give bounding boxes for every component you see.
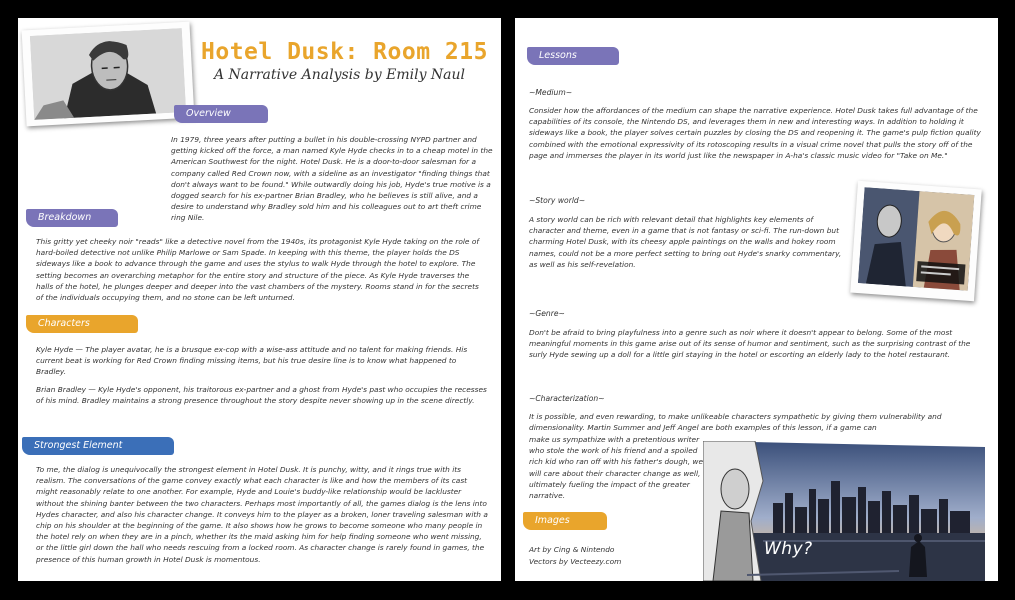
characterization-heading: ~Characterization~ xyxy=(529,394,605,403)
images-banner xyxy=(523,512,607,530)
right-page xyxy=(515,18,998,581)
overview-banner xyxy=(174,105,268,123)
images-credit-art: Art by Cing & Nintendo xyxy=(529,545,615,554)
characters-para-1: Kyle Hyde — The player avatar, he is a brusque ex-cop with a wise-ass attitude and no talent for making friends. His current beat is working for Red Crown finding missing items, but his true desire line is to know what happened to Bradley. xyxy=(36,345,468,377)
lessons-banner xyxy=(527,47,619,65)
medium-heading: ~Medium~ xyxy=(529,88,573,97)
breakdown-banner xyxy=(26,209,118,227)
overview-text: In 1979, three years after putting a bullet in his double-crossing NYPD partner and getting kicked off the force, a man named Kyle Hyde checks in to a cheap motel in the American Southwest for the night. Hotel Dusk. He is a door-to-door salesman for a company called Red Crown now, with a sideline as an investigator "finding things that don't always want to be found." While outwardly doing his job, Hyde's true motive is a dogged search for his ex-partner Brian Bradley, who he believes is still alive, and a desire to understand why Bradley sold him and his colleagues out to art theft crime ring Nile. xyxy=(171,135,493,223)
medium-text: Consider how the affordances of the medium can shape the narrative experience. Hotel Dusk takes full advantage of the capabilities of its console, the Nintendo DS, and leverages them in new and interesting ways. In addition to holding it sideways like a book, the player solves certain puzzles by closing the DS and reopening it. The game's pulp fiction quality combined with the emotional expressivity of its rotoscoping results in a visual crime novel that pulls the story off of the page and immerses the player in its world just like the newspaper in A-ha's classic music video for "Take on Me." xyxy=(529,106,981,160)
characters-banner xyxy=(26,315,138,333)
characters-heading: Characters xyxy=(38,318,90,329)
strongest-element-text: To me, the dialog is unequivocally the strongest element in Hotel Dusk. It is punchy, witty, and it rings true with its realism. The conversations of the game convey exactly what each character is like and how the members of its cast might reasonably relate to one another. For example, Hyde and Louie's buddy-like relationship would be lackluster without the shining banter between the two characters. Perhaps most importantly of all, the games dialog is the lens into Hydes character, and also his character change. It conveys him to the player as a broken, loner traveling salesman with a chip on his shoulder at the beginning of the game. It also shows how he grows to become someone who many people in the hotel rely on when they are in a pinch, whether its the maid asking him for help finding someone who went missing, or the little girl down the hall who needs rescuing from a locked room. As character change is rarely found in games, the presence of this human growth in Hotel Dusk is momentous. xyxy=(36,465,488,564)
city-skyline-illustration xyxy=(703,441,985,581)
genre-text: Don't be afraid to bring playfulness into a genre such as noir where it doesn't appear to belong. Some of the most meaningful moments in this game arise out of its sense of humor and sentiment, such as the surprising contrast of the surly Hyde sewing up a doll for a little girl staying in the hotel or escorting an elderly lady to the hotel restaurant. xyxy=(529,328,971,360)
why-caption: Why? xyxy=(764,539,813,559)
story-world-heading: ~Story world~ xyxy=(529,196,586,205)
hyde-portrait-image xyxy=(30,28,186,120)
left-page xyxy=(18,18,501,581)
lessons-heading: Lessons xyxy=(539,50,577,61)
overview-heading: Overview xyxy=(186,108,231,119)
page-subtitle: A Narrative Analysis by Emily Naul xyxy=(214,67,466,83)
images-credit-vectors: Vectors by Vecteezy.com xyxy=(529,557,622,566)
strongest-element-banner xyxy=(22,437,174,455)
genre-heading: ~Genre~ xyxy=(529,309,565,318)
dialog-screenshot-polaroid xyxy=(850,181,982,301)
characterization-text-wide: It is possible, and even rewarding, to make unlikeable characters sympathetic by giving them vulnerability and dimensionality. Martin Summer and Jeff Angel are both examples of this lesson, if a game can xyxy=(529,412,942,433)
strongest-element-heading: Strongest Element xyxy=(34,440,123,451)
breakdown-text: This gritty yet cheeky noir "reads" like a detective novel from the 1940s, its protagonist Kyle Hyde taking on the role of hard-boiled detective not unlike Philip Marlowe or Sam Spade. In keeping with this theme, the player holds the DS sideways like a book to advance through the game and uses the stylus to walk Hyde through the hotel to explore. The setting becomes an overarching metaphor for the entire story and structure of the piece. As Kyle Hyde traverses the halls of the hotel, he plunges deeper and deeper into the vast chambers of the mystery. Rooms stand in for the secrets of the individuals occupying them, and no stone can be left unturned. xyxy=(36,237,479,303)
page-title: Hotel Dusk: Room 215 xyxy=(201,39,488,65)
characters-para-2: Brian Bradley — Kyle Hyde's opponent, his traitorous ex-partner and a ghost from Hyde's past who occupies the recesses of his mind. Bradley maintains a strong presence throughout the story despite never showing up in the scene directly. xyxy=(36,385,487,406)
story-world-text: A story world can be rich with relevant detail that highlights key elements of character and theme, even in a game that is not fantasy or sci-fi. The run-down but charming Hotel Dusk, with its cheesy apple paintings on the walls and hokey room names, could not be a more perfect setting to bring out Hyde's snarky commentary, as well as his self-revelation. xyxy=(529,215,842,269)
breakdown-heading: Breakdown xyxy=(38,212,92,223)
characterization-text-narrow: make us sympathize with a pretentious writer who stole the work of his friend and a spoiled rich kid who ran off with his father's dough, we will care about their character change as well, ultimately fueling the impact of the greater narrative. xyxy=(529,435,704,501)
dialog-screenshot-image xyxy=(858,187,974,290)
hyde-portrait-polaroid xyxy=(22,22,195,127)
images-heading: Images xyxy=(535,515,570,526)
